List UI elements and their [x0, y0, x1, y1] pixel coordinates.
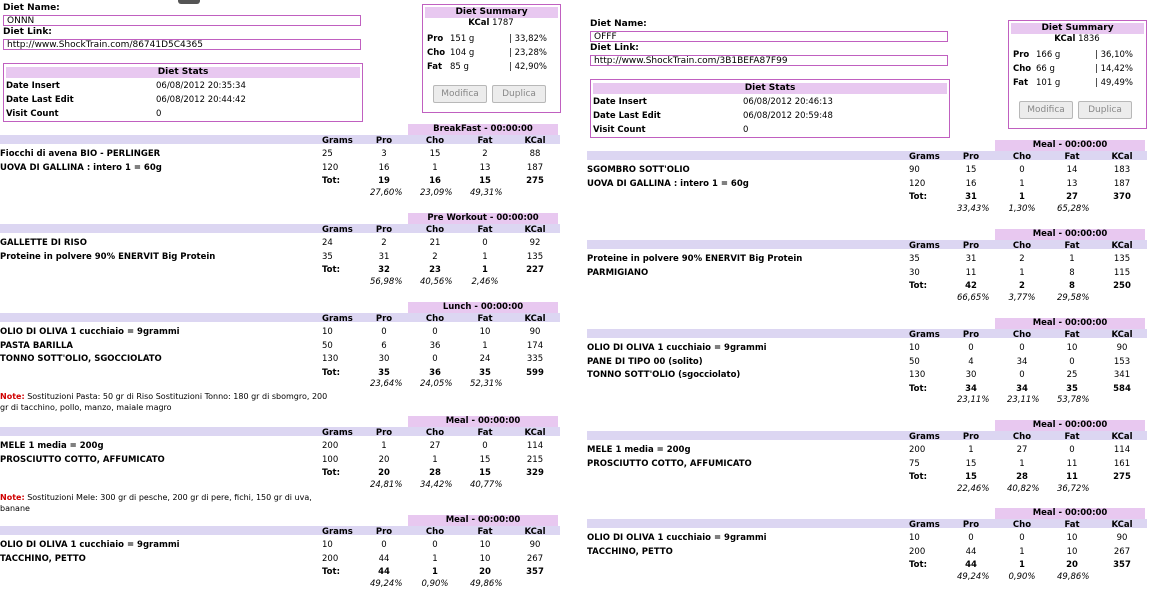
food-name[interactable]: TACCHINO, PETTO: [587, 546, 673, 557]
meal-header-row: [0, 225, 560, 236]
meal-header-row: [587, 152, 1147, 163]
modifica-button[interactable]: Modifica: [433, 85, 487, 103]
column-header: Fat: [1064, 330, 1080, 340]
column-header: Grams: [322, 136, 353, 146]
column-header: KCal: [1111, 241, 1133, 251]
food-name[interactable]: UOVA DI GALLINA : intero 1 = 60g: [587, 178, 749, 189]
column-header: Fat: [477, 314, 493, 324]
diet-stats-title: Diet Stats: [593, 83, 947, 94]
food-name[interactable]: Proteine in polvere 90% ENERVIT Big Protein: [587, 254, 803, 264]
column-header: KCal: [524, 527, 546, 537]
column-header: KCal: [1111, 432, 1133, 442]
food-row: TACCHINO, PETTO 200 44 1 10 267: [587, 546, 1131, 557]
column-header: KCal: [1111, 152, 1133, 162]
column-header: Cho: [425, 136, 445, 146]
meal-header-row: [587, 330, 1147, 341]
diet-name-input[interactable]: OFFF: [590, 31, 948, 42]
summary-kcal: KCal 1836: [1054, 34, 1100, 44]
column-header: KCal: [1111, 330, 1133, 340]
meal-title: Pre Workout - 00:00:00: [408, 213, 558, 224]
food-row: TONNO SOTT'OLIO (sgocciolato) 130 30 0 25 341: [587, 370, 1131, 381]
food-row: OLIO DI OLIVA 1 cucchiaio = 9grammi 10 0 0 10 90: [587, 343, 1128, 353]
summary-row-cho: Cho 66 g | 14,42%: [1013, 64, 1133, 74]
column-header: Fat: [477, 428, 493, 438]
diet-summary-title: Diet Summary: [1011, 23, 1144, 34]
column-header: Grams: [322, 527, 353, 537]
column-header: Grams: [909, 241, 940, 251]
percent-row: 23,64% 24,05% 52,31%: [370, 379, 503, 390]
modifica-button[interactable]: Modifica: [1019, 101, 1073, 119]
diet-panel-right: [587, 0, 1157, 612]
food-name[interactable]: OLIO DI OLIVA 1 cucchiaio = 9grammi: [0, 540, 180, 550]
meal-header-row: [0, 314, 560, 325]
summary-row-cho: Cho 104 g | 23,28%: [427, 48, 547, 58]
meal-title: Lunch - 00:00:00: [408, 302, 558, 313]
food-name[interactable]: PANE DI TIPO 00 (solito): [587, 356, 703, 367]
food-name[interactable]: PASTA BARILLA: [0, 340, 74, 351]
column-header: Grams: [322, 314, 353, 324]
food-name[interactable]: OLIO DI OLIVA 1 cucchiaio = 9grammi: [587, 533, 767, 543]
column-header: Pro: [962, 432, 980, 442]
food-row: PROSCIUTTO COTTO, AFFUMICATO 100 20 1 15 215: [0, 454, 544, 465]
food-name[interactable]: PROSCIUTTO COTTO, AFFUMICATO: [0, 454, 165, 465]
column-header: Cho: [1012, 330, 1032, 340]
summary-row-fat: Fat 85 g | 42,90%: [427, 62, 547, 72]
meal-title: BreakFast - 00:00:00: [408, 124, 558, 135]
diet-summary-box: [422, 4, 561, 113]
column-header: Cho: [425, 225, 445, 235]
column-header: Cho: [1012, 152, 1032, 162]
total-row: Tot: 42 2 8 250: [909, 281, 1131, 292]
column-header: KCal: [524, 428, 546, 438]
diet-link-label: Diet Link:: [3, 27, 52, 37]
diet-stats-box: Diet Stats Date Insert 06/08/2012 20:35:34 Date Last Edit 06/08/2012 20:44:42 Visit Count 0: [3, 63, 363, 122]
food-name[interactable]: OLIO DI OLIVA 1 cucchiaio = 9grammi: [0, 327, 180, 337]
percent-row: 24,81% 34,42% 40,77%: [370, 479, 503, 490]
diet-summary-title: Diet Summary: [425, 7, 558, 18]
diet-name-label: Diet Name:: [590, 19, 647, 29]
food-row: MELE 1 media = 200g 200 1 27 0 114: [0, 441, 544, 451]
total-row: Tot: 31 1 27 370: [909, 192, 1131, 203]
food-name[interactable]: TACCHINO, PETTO: [0, 553, 86, 564]
food-row: OLIO DI OLIVA 1 cucchiaio = 9grammi 10 0 0 10 90: [0, 540, 541, 550]
column-header: Fat: [477, 136, 493, 146]
food-row: OLIO DI OLIVA 1 cucchiaio = 9grammi 10 0 0 10 90: [0, 327, 541, 337]
food-name[interactable]: PARMIGIANO: [587, 267, 649, 278]
meal-header-row: [0, 527, 560, 538]
column-header: Grams: [322, 428, 353, 438]
percent-row: 22,46% 40,82% 36,72%: [957, 483, 1090, 494]
column-header: Fat: [477, 225, 493, 235]
column-header: Pro: [375, 136, 393, 146]
food-name[interactable]: GALLETTE DI RISO: [0, 238, 87, 248]
percent-row: 49,24% 0,90% 49,86%: [957, 571, 1090, 582]
diet-name-label: Diet Name:: [3, 3, 60, 13]
diet-name-input[interactable]: ONNN: [3, 15, 361, 26]
food-name[interactable]: Proteine in polvere 90% ENERVIT Big Protein: [0, 251, 216, 262]
meal-header-row: [0, 428, 560, 439]
food-row: OLIO DI OLIVA 1 cucchiaio = 9grammi 10 0 0 10 90: [587, 533, 1128, 543]
meal-note: Note: Sostituzioni Mele: 300 gr di pesche, 200 gr di pere, fichi, 150 gr di uva, banane: [0, 492, 312, 513]
column-header: KCal: [524, 314, 546, 324]
percent-row: 27,60% 23,09% 49,31%: [370, 187, 503, 198]
column-header: Grams: [909, 152, 940, 162]
food-row: UOVA DI GALLINA : intero 1 = 60g 120 16 1 13 187: [0, 162, 544, 173]
diet-summary-box: [1008, 20, 1147, 129]
total-row: Tot: 44 1 20 357: [909, 560, 1131, 571]
food-row: Proteine in polvere 90% ENERVIT Big Protein 35 31 2 1 135: [587, 254, 1131, 264]
meal-title: Meal - 00:00:00: [995, 229, 1145, 240]
column-header: Pro: [375, 428, 393, 438]
duplica-button[interactable]: Duplica: [1078, 101, 1132, 119]
percent-row: 56,98% 40,56% 2,46%: [370, 276, 499, 287]
percent-row: 23,11% 23,11% 53,78%: [957, 395, 1090, 406]
food-row: PROSCIUTTO COTTO, AFFUMICATO 75 15 1 11 161: [587, 458, 1131, 469]
summary-row-pro: Pro 151 g | 33,82%: [427, 34, 547, 44]
column-header: Pro: [375, 527, 393, 537]
food-row: TACCHINO, PETTO 200 44 1 10 267: [0, 553, 544, 564]
column-header: Cho: [1012, 432, 1032, 442]
meal-title: Meal - 00:00:00: [995, 420, 1145, 431]
column-header: Pro: [962, 520, 980, 530]
diet-stats-title: Diet Stats: [6, 67, 360, 78]
column-header: Fat: [477, 527, 493, 537]
column-header: Fat: [1064, 432, 1080, 442]
total-row: Tot: 32 23 1 227: [322, 265, 544, 276]
meal-header-row: [587, 241, 1147, 252]
column-header: KCal: [524, 136, 546, 146]
diet-stats-box: Diet Stats Date Insert 06/08/2012 20:46:13 Date Last Edit 06/08/2012 20:59:48 Visit Count 0: [590, 79, 950, 138]
column-header: Pro: [962, 330, 980, 340]
food-name[interactable]: TONNO SOTT'OLIO (sgocciolato): [587, 370, 741, 381]
percent-row: 33,43% 1,30% 65,28%: [957, 203, 1090, 214]
meal-title: Meal - 00:00:00: [995, 318, 1145, 329]
meal-note: Note: Sostituzioni Pasta: 50 gr di Riso Sostituzioni Tonno: 180 gr di sbomgro, 200 gr di tacchino, pollo, manzo, maiale magro: [0, 392, 328, 413]
food-row: MELE 1 media = 200g 200 1 27 0 114: [587, 445, 1131, 455]
food-name[interactable]: PROSCIUTTO COTTO, AFFUMICATO: [587, 458, 752, 469]
column-header: KCal: [1111, 520, 1133, 530]
column-header: Fat: [1064, 241, 1080, 251]
meal-title: Meal - 00:00:00: [408, 416, 558, 427]
column-header: Fat: [1064, 152, 1080, 162]
food-row: PARMIGIANO 30 11 1 8 115: [587, 267, 1131, 278]
column-header: KCal: [524, 225, 546, 235]
duplica-button[interactable]: Duplica: [492, 85, 546, 103]
food-name[interactable]: OLIO DI OLIVA 1 cucchiaio = 9grammi: [587, 343, 767, 353]
total-row: Tot: 20 28 15 329: [322, 468, 544, 479]
meal-title: Meal - 00:00:00: [408, 515, 558, 526]
food-row: GALLETTE DI RISO 24 2 21 0 92: [0, 238, 541, 248]
column-header: Pro: [375, 225, 393, 235]
food-name[interactable]: UOVA DI GALLINA : intero 1 = 60g: [0, 162, 162, 173]
total-row: Tot: 19 16 15 275: [322, 176, 544, 187]
summary-kcal: KCal 1787: [468, 18, 514, 28]
food-row: TONNO SOTT'OLIO, SGOCCIOLATO 130 30 0 24 335: [0, 354, 544, 365]
total-row: Tot: 34 34 35 584: [909, 383, 1131, 394]
diet-link-input[interactable]: http://www.ShockTrain.com/3B1BEFA87F99: [590, 55, 948, 66]
food-row: Fiocchi di avena BIO - PERLINGER 25 3 15 2 88: [0, 149, 541, 159]
column-header: Pro: [962, 241, 980, 251]
column-header: Cho: [1012, 520, 1032, 530]
food-name[interactable]: SGOMBRO SOTT'OLIO: [587, 165, 690, 175]
meal-title: Meal - 00:00:00: [995, 508, 1145, 519]
summary-row-fat: Fat 101 g | 49,49%: [1013, 78, 1133, 88]
total-row: Tot: 15 28 11 275: [909, 472, 1131, 483]
food-row: Proteine in polvere 90% ENERVIT Big Protein 35 31 2 1 135: [0, 251, 544, 262]
food-name[interactable]: MELE 1 media = 200g: [0, 441, 104, 451]
column-header: Cho: [425, 428, 445, 438]
meal-header-row: [587, 520, 1147, 531]
food-row: UOVA DI GALLINA : intero 1 = 60g 120 16 1 13 187: [587, 178, 1131, 189]
column-header: Pro: [962, 152, 980, 162]
column-header: Pro: [375, 314, 393, 324]
food-name[interactable]: TONNO SOTT'OLIO, SGOCCIOLATO: [0, 354, 162, 365]
food-name[interactable]: Fiocchi di avena BIO - PERLINGER: [0, 149, 161, 159]
column-header: Fat: [1064, 520, 1080, 530]
column-header: Grams: [909, 330, 940, 340]
food-row: PANE DI TIPO 00 (solito) 50 4 34 0 153: [587, 356, 1131, 367]
diet-link-input[interactable]: http://www.ShockTrain.com/86741D5C4365: [3, 39, 361, 50]
meal-title: Meal - 00:00:00: [995, 140, 1145, 151]
food-row: SGOMBRO SOTT'OLIO 90 15 0 14 183: [587, 165, 1131, 175]
percent-row: 66,65% 3,77% 29,58%: [957, 292, 1090, 303]
meal-header-row: [0, 136, 560, 147]
column-header: Grams: [909, 520, 940, 530]
column-header: Cho: [1012, 241, 1032, 251]
percent-row: 49,24% 0,90% 49,86%: [370, 578, 503, 589]
food-row: PASTA BARILLA 50 6 36 1 174: [0, 340, 544, 351]
diet-link-label: Diet Link:: [590, 43, 639, 53]
column-header: Grams: [322, 225, 353, 235]
column-header: Grams: [909, 432, 940, 442]
total-row: Tot: 44 1 20 357: [322, 567, 544, 578]
food-name[interactable]: MELE 1 media = 200g: [587, 445, 691, 455]
column-header: Cho: [425, 527, 445, 537]
meal-header-row: [587, 432, 1147, 443]
diet-panel-left: [0, 0, 570, 612]
summary-row-pro: Pro 166 g | 36,10%: [1013, 50, 1133, 60]
column-header: Cho: [425, 314, 445, 324]
total-row: Tot: 35 36 35 599: [322, 367, 544, 378]
